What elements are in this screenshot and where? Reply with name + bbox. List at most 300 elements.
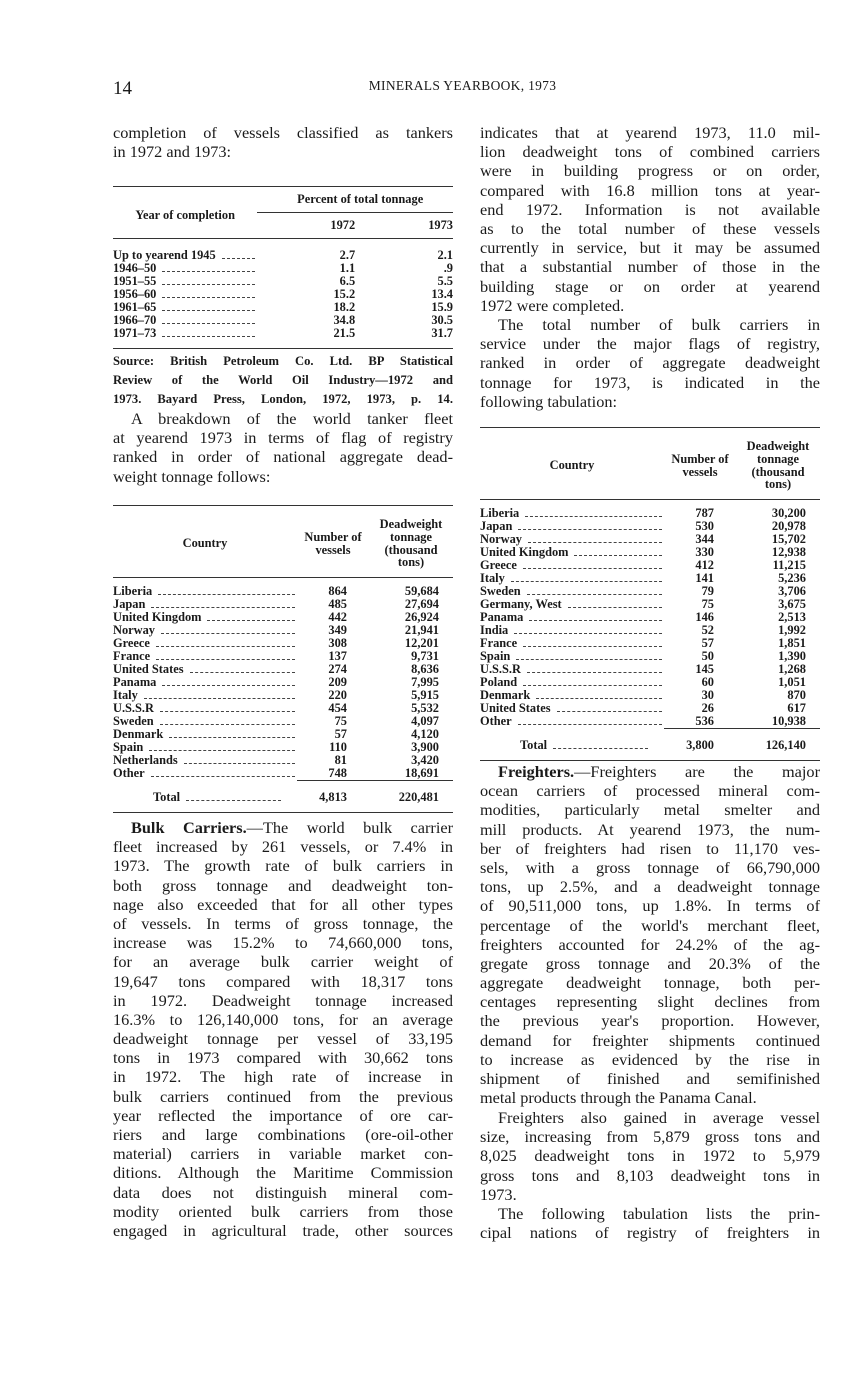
leader-dots bbox=[144, 698, 295, 699]
vessel-count: 26 bbox=[701, 701, 714, 716]
country-name: Spain bbox=[113, 740, 144, 755]
text-line: 19,647 tons compared with 18,317 tons bbox=[113, 971, 453, 991]
deadweight-tonnage: 1,268 bbox=[778, 662, 806, 677]
country-name: United Kingdom bbox=[113, 610, 202, 625]
text-line: ocean carriers of processed mineral com- bbox=[480, 781, 820, 801]
country-name: Greece bbox=[113, 636, 150, 651]
vessel-count: 30 bbox=[701, 688, 714, 703]
year-range: 1971–73 bbox=[113, 325, 157, 340]
text-line: for an average bulk carrier weight of bbox=[113, 952, 453, 972]
leader-dots bbox=[186, 800, 281, 801]
col-1972-header: 1972 bbox=[330, 217, 356, 232]
deadweight-tonnage: 7,995 bbox=[411, 675, 439, 690]
col-percent-header: Percent of total tonnage bbox=[297, 192, 424, 206]
country-name: Greece bbox=[480, 558, 517, 573]
vessel-count: 412 bbox=[695, 558, 714, 573]
value-1972: 34.8 bbox=[333, 312, 356, 327]
year-range: 1961–65 bbox=[113, 299, 157, 314]
table-row bbox=[113, 301, 453, 314]
text-line: of vessels. In terms of gross tonnage, the bbox=[113, 913, 453, 933]
leader-dots bbox=[160, 711, 295, 712]
text-line: ranked in order of aggregate deadweight bbox=[480, 353, 820, 373]
line-text: —The world bulk carrier bbox=[246, 818, 453, 837]
table-row bbox=[480, 500, 820, 521]
country-name: India bbox=[480, 623, 509, 638]
text-line: compared with 16.8 million tons at year- bbox=[480, 180, 820, 200]
year-range: 1956–60 bbox=[113, 286, 157, 301]
table-row bbox=[113, 754, 453, 767]
value-1973: 5.5 bbox=[437, 273, 453, 288]
table-row bbox=[113, 624, 453, 637]
leader-dots bbox=[162, 297, 255, 298]
total-tonnage: 126,140 bbox=[736, 728, 820, 760]
text-line: 1973. Bayard Press, London, 1972, 1973, p. 14. bbox=[113, 391, 453, 406]
deadweight-tonnage: 15,702 bbox=[771, 532, 806, 547]
text-line: Source: British Petroleum Co. Ltd. BP Statistical bbox=[113, 353, 453, 368]
vessel-count: 52 bbox=[701, 623, 714, 638]
table-row bbox=[113, 728, 453, 741]
text-line: demand for freighter shipments continued bbox=[480, 1030, 820, 1050]
combined-carriers-paragraph bbox=[480, 123, 820, 315]
vessel-count: 530 bbox=[695, 519, 714, 534]
leader-dots bbox=[162, 336, 255, 337]
text-line: Review of the World Oil Industry—1972 and bbox=[113, 372, 453, 387]
value-1973: 31.7 bbox=[431, 325, 453, 340]
total-label: Total bbox=[153, 789, 181, 804]
value-1973: .9 bbox=[443, 260, 453, 275]
text-line: indicates that at yearend 1973, 11.0 mil- bbox=[480, 123, 820, 142]
year-range: Up to yearend 1945 bbox=[113, 247, 216, 262]
text-line: Freighters also gained in average vessel bbox=[498, 1108, 820, 1127]
leader-dots bbox=[169, 737, 295, 738]
text-line: of 90,511,000 tons, up 1.8%. In terms of bbox=[480, 896, 820, 916]
table-row bbox=[113, 767, 453, 780]
vessel-count: 81 bbox=[334, 753, 347, 768]
text-line: tonnage for 1973, is indicated in the bbox=[480, 372, 820, 392]
table-row bbox=[113, 637, 453, 650]
leader-dots bbox=[527, 594, 662, 595]
text-line: data does not distinguish mineral com- bbox=[113, 1182, 453, 1202]
deadweight-tonnage: 9,731 bbox=[411, 649, 439, 664]
table-row bbox=[480, 598, 820, 611]
vessel-count: 864 bbox=[328, 584, 347, 599]
text-line: gregate gross tonnage and 20.3% of the bbox=[480, 953, 820, 973]
leader-dots bbox=[518, 724, 662, 725]
deadweight-tonnage: 617 bbox=[787, 701, 806, 716]
deadweight-tonnage: 10,938 bbox=[771, 714, 806, 729]
year-range: 1946–50 bbox=[113, 260, 157, 275]
country-name: Norway bbox=[480, 532, 522, 547]
tanker-fleet-table bbox=[113, 505, 453, 813]
text-line: as to the total number of these vessels bbox=[480, 218, 820, 238]
vessel-count: 748 bbox=[328, 766, 347, 781]
run-in-heading: Bulk Carriers. bbox=[131, 818, 247, 837]
country-name: Other bbox=[480, 714, 512, 729]
country-name: Japan bbox=[113, 597, 146, 612]
country-name: Liberia bbox=[480, 506, 520, 521]
bulk-tabulation-intro bbox=[480, 315, 820, 411]
table-row bbox=[113, 288, 453, 301]
deadweight-tonnage: 59,684 bbox=[404, 584, 439, 599]
country-name: Italy bbox=[480, 571, 505, 586]
vessel-count: 110 bbox=[329, 740, 347, 755]
text-line: modities, particularly metal smelter and bbox=[480, 800, 820, 820]
leader-dots bbox=[568, 607, 662, 608]
text-line: at yearend 1973 in terms of flag of registry bbox=[113, 428, 453, 448]
leader-dots bbox=[162, 310, 255, 311]
table-row bbox=[113, 238, 453, 262]
col-country-header: Country bbox=[182, 536, 228, 551]
table-row bbox=[480, 650, 820, 663]
text-line: mill products. At yearend 1973, the num- bbox=[480, 819, 820, 839]
deadweight-tonnage: 18,691 bbox=[404, 766, 439, 781]
value-1973: 30.5 bbox=[431, 312, 453, 327]
deadweight-tonnage: 1,851 bbox=[778, 636, 806, 651]
deadweight-tonnage: 870 bbox=[787, 688, 806, 703]
text-line: in 1972 and 1973: bbox=[113, 142, 232, 162]
text-line: 1973. bbox=[480, 1184, 517, 1204]
table-bottom-rule bbox=[113, 812, 453, 813]
table-row bbox=[480, 715, 820, 728]
text-line: aggregate deadweight tonnage, both per- bbox=[480, 973, 820, 993]
text-line: were in building progress or on order, bbox=[480, 161, 820, 181]
leader-dots bbox=[160, 724, 295, 725]
col-tonnage-header: Deadweight tonnage (thousand tons) bbox=[746, 439, 810, 492]
deadweight-tonnage: 1,390 bbox=[778, 649, 806, 664]
text-line: 8,025 deadweight tons in 1972 to 5,979 bbox=[480, 1146, 820, 1166]
text-line: material) carriers in variable market con- bbox=[113, 1144, 453, 1164]
vessel-count: 60 bbox=[701, 675, 714, 690]
leader-dots bbox=[156, 646, 295, 647]
text-line: both gross tonnage and deadweight ton- bbox=[113, 875, 453, 895]
total-vessels: 4,813 bbox=[297, 780, 369, 812]
leader-dots bbox=[511, 581, 662, 582]
leader-dots bbox=[516, 659, 662, 660]
value-1972: 1.1 bbox=[339, 260, 356, 275]
deadweight-tonnage: 21,941 bbox=[404, 623, 439, 638]
country-name: Denmark bbox=[113, 727, 164, 742]
country-name: United States bbox=[113, 662, 184, 677]
country-name: Other bbox=[113, 766, 145, 781]
deadweight-tonnage: 8,636 bbox=[411, 662, 439, 677]
leader-dots bbox=[151, 607, 295, 608]
deadweight-tonnage: 20,978 bbox=[771, 519, 806, 534]
run-in-heading: Freighters. bbox=[498, 762, 575, 781]
country-name: Liberia bbox=[113, 584, 153, 599]
country-name: Italy bbox=[113, 688, 138, 703]
tanker-age-table bbox=[113, 186, 453, 412]
vessel-count: 536 bbox=[695, 714, 714, 729]
leader-dots bbox=[158, 594, 295, 595]
text-line: modity oriented bulk carriers from those bbox=[113, 1201, 453, 1221]
table-row bbox=[480, 702, 820, 715]
text-line: currently in service, but it may be assumed bbox=[480, 238, 820, 258]
country-name: Germany, West bbox=[480, 597, 562, 612]
table-row bbox=[480, 663, 820, 676]
vessel-count: 344 bbox=[695, 532, 714, 547]
table-row bbox=[480, 611, 820, 624]
year-range: 1966–70 bbox=[113, 312, 157, 327]
leader-dots bbox=[523, 685, 662, 686]
running-title-text: MINERALS YEARBOOK, 1973 bbox=[368, 78, 557, 93]
table-row bbox=[480, 520, 820, 533]
text-line: cipal nations of registry of freighters in bbox=[480, 1223, 820, 1243]
text-line: ranked in order of national aggregate dead- bbox=[113, 447, 453, 467]
vessel-count: 308 bbox=[328, 636, 347, 651]
table-row bbox=[480, 572, 820, 585]
intro-paragraph bbox=[113, 123, 453, 161]
running-title bbox=[0, 78, 865, 94]
text-line: following tabulation: bbox=[480, 391, 618, 411]
value-1972: 18.2 bbox=[333, 299, 356, 314]
leader-dots bbox=[190, 672, 295, 673]
leader-dots bbox=[514, 633, 662, 634]
vessel-count: 79 bbox=[701, 584, 714, 599]
country-name: U.S.S.R bbox=[113, 701, 154, 716]
table-row bbox=[113, 262, 453, 275]
value-1973: 15.9 bbox=[431, 299, 453, 314]
text-line: tons, up 2.5%, and a deadweight tonnage bbox=[480, 877, 820, 897]
col-tonnage-header: Deadweight tonnage (thousand tons) bbox=[379, 517, 443, 570]
value-1973: 13.4 bbox=[431, 286, 453, 301]
vessel-count: 145 bbox=[695, 662, 714, 677]
deadweight-tonnage: 11,215 bbox=[772, 558, 806, 573]
country-name: Poland bbox=[480, 675, 518, 690]
text-line: riers and large combinations (ore-oil-other bbox=[113, 1125, 453, 1144]
table-row bbox=[113, 275, 453, 288]
vessel-count: 50 bbox=[701, 649, 714, 664]
text-line: nage also exceeded that for all other types bbox=[113, 894, 453, 914]
total-row bbox=[113, 780, 453, 812]
country-name: Norway bbox=[113, 623, 155, 638]
leader-dots bbox=[162, 284, 255, 285]
bulk-carrier-table bbox=[480, 427, 820, 761]
table-row bbox=[113, 327, 453, 340]
country-name: Sweden bbox=[480, 584, 521, 599]
text-line: to increase as evidenced by the rise in bbox=[480, 1049, 820, 1069]
vessel-count: 220 bbox=[328, 688, 347, 703]
value-1972: 15.2 bbox=[333, 286, 356, 301]
vessel-count: 330 bbox=[695, 545, 714, 560]
total-tonnage: 220,481 bbox=[369, 780, 453, 812]
deadweight-tonnage: 3,420 bbox=[411, 753, 439, 768]
vessel-count: 209 bbox=[328, 675, 347, 690]
deadweight-tonnage: 5,236 bbox=[778, 571, 806, 586]
text-line: shipment of finished and semifinished bbox=[480, 1069, 820, 1088]
text-line: percentage of the world's merchant fleet, bbox=[480, 915, 820, 935]
table-row bbox=[113, 578, 453, 599]
freighters-paragraph bbox=[480, 762, 820, 1107]
text-line: sels, with a gross tonnage of 66,790,000 bbox=[480, 857, 820, 877]
deadweight-tonnage: 26,924 bbox=[404, 610, 439, 625]
col-vessels-header: Number of vessels bbox=[304, 529, 362, 557]
text-line: that a substantial number of those in the bbox=[480, 257, 820, 277]
text-line: A breakdown of the world tanker fleet bbox=[131, 409, 453, 428]
leader-dots bbox=[184, 763, 295, 764]
country-name: France bbox=[113, 649, 151, 664]
leader-dots bbox=[149, 750, 295, 751]
text-line: 1973. The growth rate of bulk carriers in bbox=[113, 856, 453, 876]
table-row bbox=[113, 611, 453, 624]
value-1972: 21.5 bbox=[333, 325, 356, 340]
table-row bbox=[480, 676, 820, 689]
text-line: centages representing slight declines from bbox=[480, 992, 820, 1012]
col-1973-header: 1973 bbox=[428, 217, 453, 232]
table-row bbox=[480, 559, 820, 572]
deadweight-tonnage: 5,532 bbox=[411, 701, 439, 716]
vessel-count: 141 bbox=[695, 571, 714, 586]
leader-dots bbox=[161, 633, 295, 634]
leader-dots bbox=[518, 529, 662, 530]
text-line: metal products through the Panama Canal. bbox=[480, 1088, 757, 1108]
vessel-count: 57 bbox=[334, 727, 347, 742]
vessel-count: 787 bbox=[695, 506, 714, 521]
table-row bbox=[113, 314, 453, 327]
vessel-count: 75 bbox=[701, 597, 714, 612]
text-line: completion of vessels classified as tankers bbox=[113, 123, 453, 142]
col-year-header: Year of completion bbox=[135, 207, 235, 222]
text-line: ditions. Although the Maritime Commission bbox=[113, 1163, 453, 1183]
value-1972: 2.7 bbox=[339, 247, 356, 262]
text-line: The total number of bulk carriers in bbox=[498, 315, 820, 334]
text-line: The following tabulation lists the prin- bbox=[498, 1204, 820, 1223]
table-row bbox=[113, 689, 453, 702]
leader-dots bbox=[527, 672, 662, 673]
leader-dots bbox=[553, 748, 648, 749]
leader-dots bbox=[151, 776, 295, 777]
table-row bbox=[113, 702, 453, 715]
deadweight-tonnage: 27,694 bbox=[404, 597, 439, 612]
deadweight-tonnage: 3,675 bbox=[778, 597, 806, 612]
deadweight-tonnage: 30,200 bbox=[771, 506, 806, 521]
deadweight-tonnage: 3,706 bbox=[778, 584, 806, 599]
vessel-count: 349 bbox=[328, 623, 347, 638]
vessel-count: 442 bbox=[328, 610, 347, 625]
leader-dots bbox=[536, 698, 662, 699]
text-line bbox=[480, 762, 820, 781]
leader-dots bbox=[222, 258, 256, 259]
table-row bbox=[113, 676, 453, 689]
text-line: size, increasing from 5,879 gross tons and bbox=[480, 1127, 820, 1147]
leader-dots bbox=[557, 711, 662, 712]
country-name: Denmark bbox=[480, 688, 531, 703]
value-1972: 6.5 bbox=[339, 273, 356, 288]
text-line bbox=[113, 818, 453, 837]
text-line: 1972 were completed. bbox=[480, 295, 625, 315]
leader-dots bbox=[162, 271, 255, 272]
text-line: building stage or on order at yearend bbox=[480, 276, 820, 296]
text-line: end 1972. Information is not available bbox=[480, 199, 820, 219]
bulk-carriers-paragraph bbox=[113, 818, 453, 1240]
total-label: Total bbox=[520, 737, 548, 752]
vessel-count: 485 bbox=[328, 597, 347, 612]
leader-dots bbox=[162, 685, 295, 686]
table-row bbox=[113, 715, 453, 728]
country-name: Sweden bbox=[113, 714, 154, 729]
col-vessels-header: Number of vessels bbox=[671, 451, 729, 479]
text-line: engaged in agricultural trade, other sources bbox=[113, 1220, 453, 1240]
text-line: ber of freighters had risen to 11,170 ves- bbox=[480, 838, 820, 858]
deadweight-tonnage: 4,120 bbox=[411, 727, 439, 742]
text-line: 16.3% to 126,140,000 tons, for an average bbox=[113, 1009, 453, 1029]
text-line: bulk carriers continued from the previous bbox=[113, 1086, 453, 1106]
country-name: Japan bbox=[480, 519, 513, 534]
text-line: in 1972. The high rate of increase in bbox=[113, 1067, 453, 1087]
country-name: Panama bbox=[480, 610, 524, 625]
country-name: United States bbox=[480, 701, 551, 716]
value-1973: 2.1 bbox=[437, 247, 453, 262]
vessel-count: 137 bbox=[328, 649, 347, 664]
total-vessels: 3,800 bbox=[664, 728, 736, 760]
vessel-count: 75 bbox=[334, 714, 347, 729]
text-line: year reflected the importance of ore car- bbox=[113, 1105, 453, 1125]
country-name: United Kingdom bbox=[480, 545, 569, 560]
text-line: freighters accounted for 24.2% of the ag- bbox=[480, 934, 820, 954]
text-line: in 1972. Deadweight tonnage increased bbox=[113, 990, 453, 1010]
leader-dots bbox=[523, 646, 662, 647]
country-name: Spain bbox=[480, 649, 511, 664]
table-row bbox=[113, 663, 453, 676]
col-country-header: Country bbox=[549, 458, 595, 473]
vessel-count: 274 bbox=[328, 662, 347, 677]
text-line: deadweight tonnage per vessel of 33,195 bbox=[113, 1029, 453, 1049]
deadweight-tonnage: 4,097 bbox=[411, 714, 439, 729]
total-row bbox=[480, 728, 820, 760]
line-text: —Freighters are the major bbox=[574, 762, 820, 781]
text-line: fleet increased by 261 vessels, or 7.4% in bbox=[113, 837, 453, 857]
deadweight-tonnage: 1,051 bbox=[778, 675, 806, 690]
text-line: the previous year's proportion. However, bbox=[480, 1011, 820, 1031]
leader-dots bbox=[156, 659, 295, 660]
table-row bbox=[480, 624, 820, 637]
text-line: service under the major flags of registry, bbox=[480, 334, 820, 354]
freighter-size-paragraph bbox=[480, 1108, 820, 1204]
leader-dots bbox=[207, 620, 295, 621]
leader-dots bbox=[523, 568, 662, 569]
text-line: weight tonnage follows: bbox=[113, 466, 271, 486]
deadweight-tonnage: 1,992 bbox=[778, 623, 806, 638]
tabulation-intro-paragraph bbox=[480, 1204, 820, 1242]
vessel-count: 454 bbox=[328, 701, 347, 716]
deadweight-tonnage: 5,915 bbox=[411, 688, 439, 703]
text-line: increase was 15.2% to 74,660,000 tons, bbox=[113, 933, 453, 953]
year-range: 1951–55 bbox=[113, 273, 157, 288]
country-name: Netherlands bbox=[113, 753, 178, 768]
leader-dots bbox=[528, 542, 662, 543]
page-number: 14 bbox=[113, 78, 132, 99]
text-line: lion deadweight tons of combined carriers bbox=[480, 142, 820, 162]
table-row bbox=[480, 637, 820, 650]
deadweight-tonnage: 12,201 bbox=[404, 636, 439, 651]
vessel-count: 146 bbox=[695, 610, 714, 625]
table-bottom-rule bbox=[480, 760, 820, 761]
text-line: tons in 1973 compared with 30,662 tons bbox=[113, 1048, 453, 1068]
leader-dots bbox=[574, 555, 662, 556]
table-row bbox=[480, 546, 820, 559]
vessel-count: 57 bbox=[701, 636, 714, 651]
country-name: U.S.S.R bbox=[480, 662, 521, 677]
deadweight-tonnage: 2,513 bbox=[778, 610, 806, 625]
breakdown-paragraph bbox=[113, 409, 453, 486]
country-name: Panama bbox=[113, 675, 157, 690]
leader-dots bbox=[525, 516, 662, 517]
table-source-note bbox=[113, 355, 453, 413]
deadweight-tonnage: 3,900 bbox=[411, 740, 439, 755]
country-name: France bbox=[480, 636, 518, 651]
leader-dots bbox=[162, 323, 255, 324]
leader-dots bbox=[529, 620, 662, 621]
text-line: gross tons and 8,103 deadweight tons in bbox=[480, 1165, 820, 1185]
